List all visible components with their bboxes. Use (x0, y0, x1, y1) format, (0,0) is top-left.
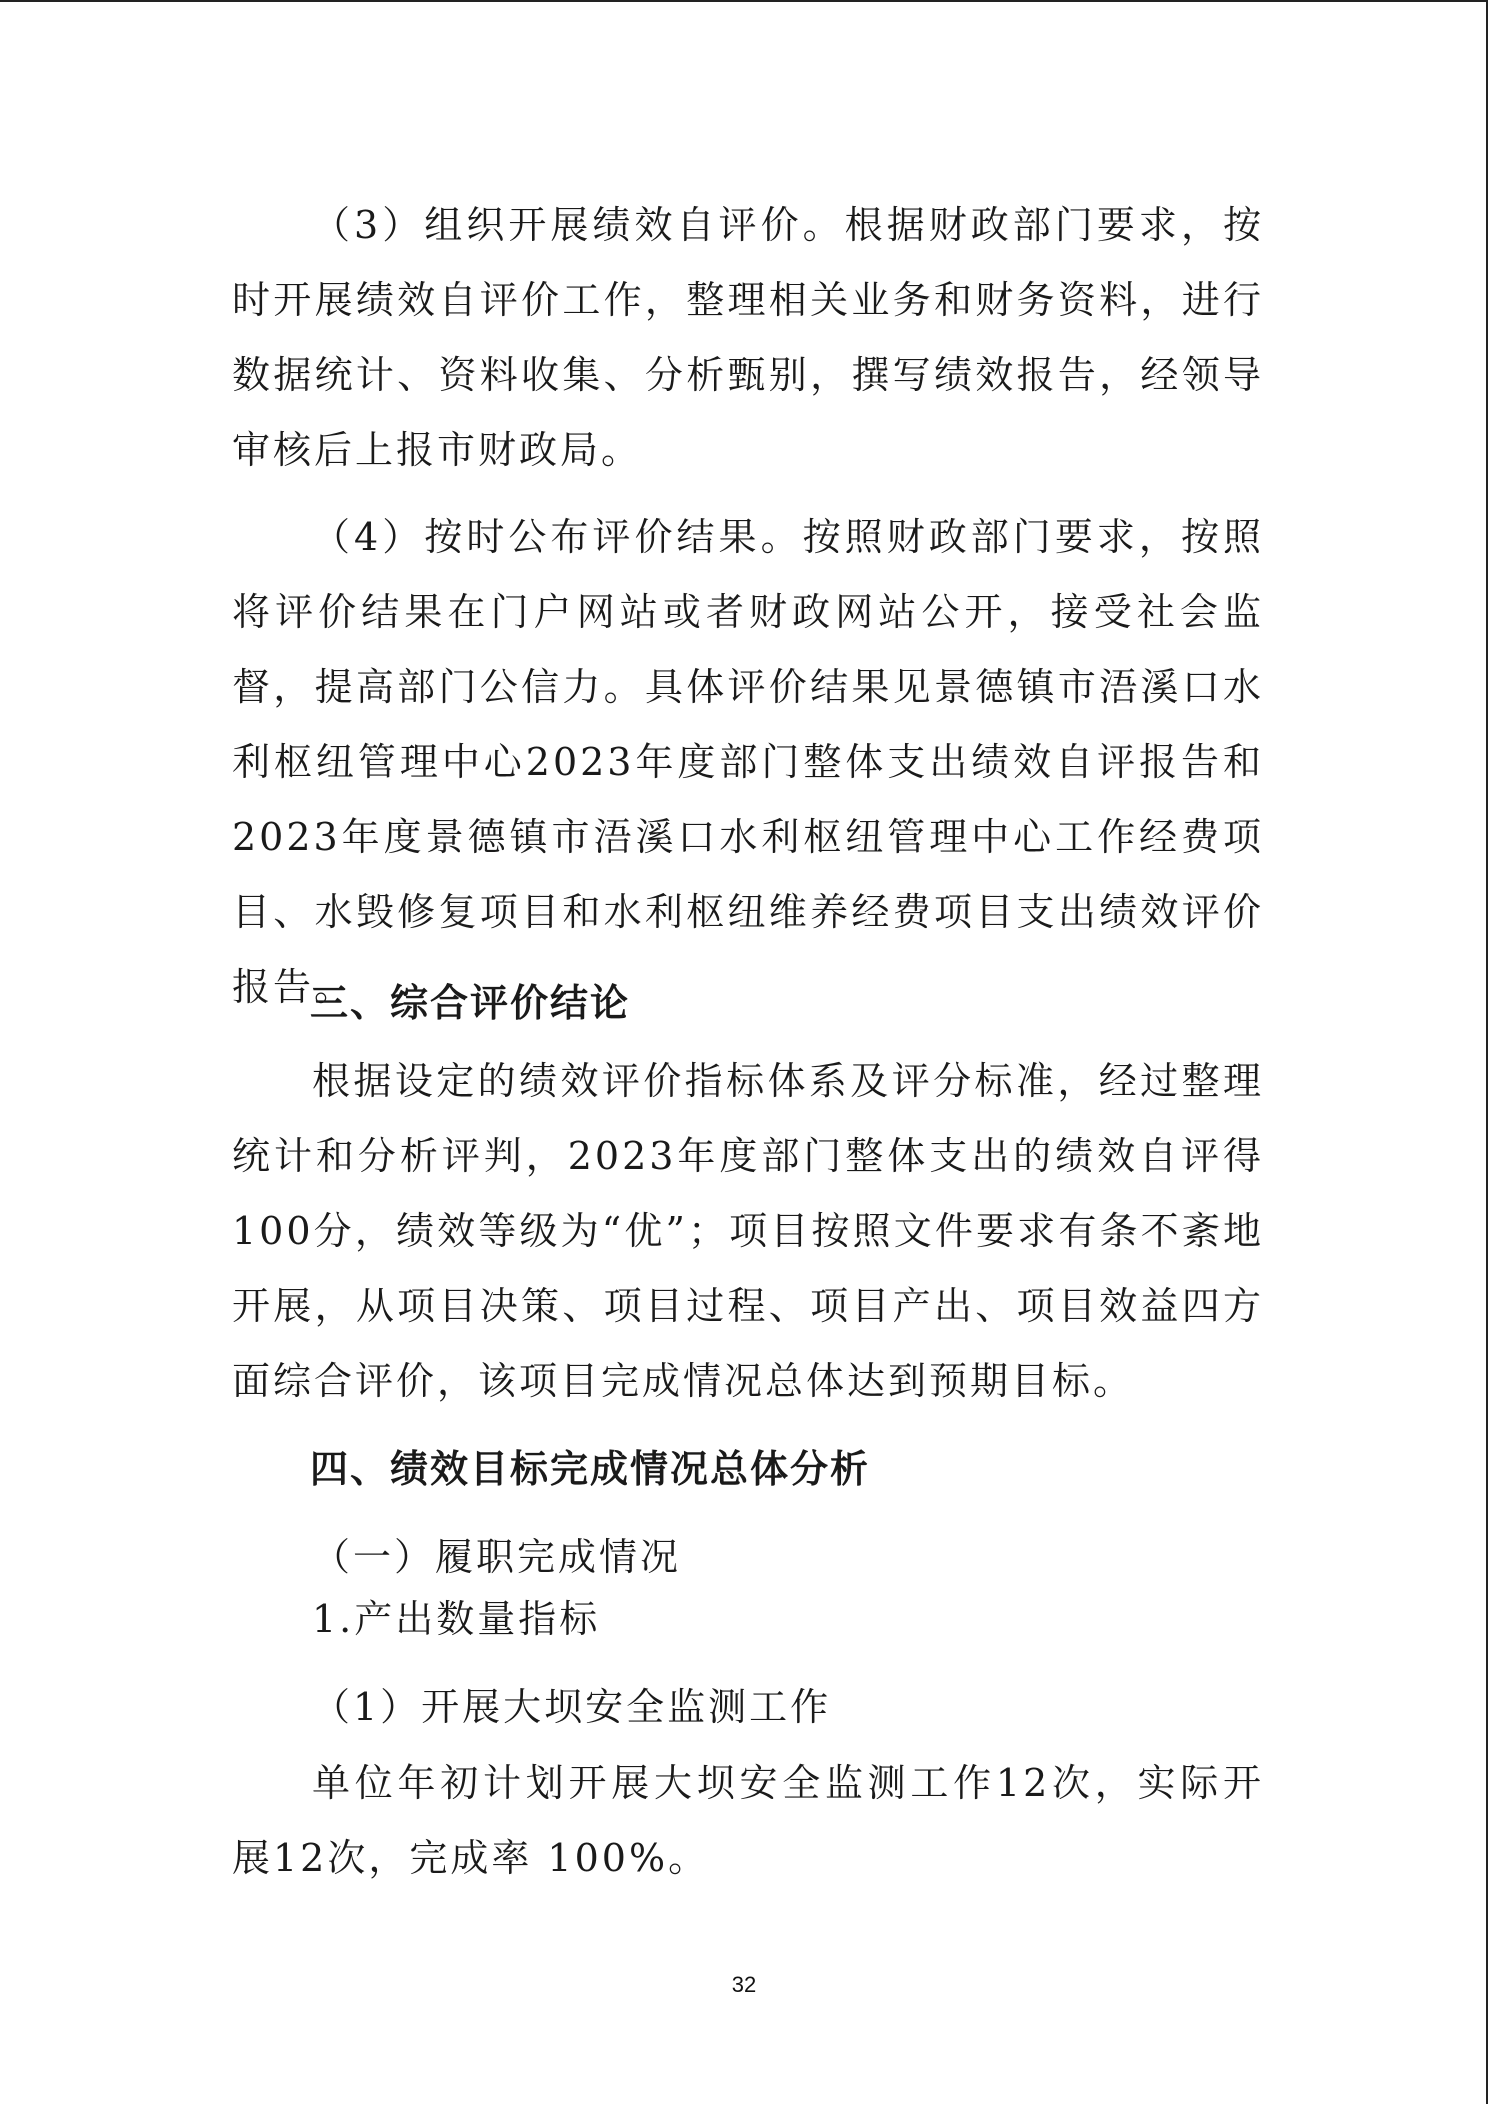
subheading-duty-completion: （一）履职完成情况 (312, 1535, 682, 1579)
paragraph-self-evaluation: （3）组织开展绩效自评价。根据财政部门要求，按时开展绩效自评价工作，整理相关业务和财务资料，进行数据统计、资料收集、分析甄别，撰写绩效报告，经领导审核后上报市财政局。 (232, 203, 1264, 472)
page-number: 32 (731, 1972, 757, 1997)
section-heading-target-analysis: 四、绩效目标完成情况总体分析 (310, 1447, 871, 1491)
paragraph-dam-monitoring: 单位年初计划开展大坝安全监测工作12次，实际开展12次，完成率 100%。 (232, 1761, 1264, 1880)
subheading-output-quantity: 1.产出数量指标 (312, 1597, 601, 1641)
paragraph-conclusion: 根据设定的绩效评价指标体系及评分标准，经过整理统计和分析评判，2023年度部门整体支出的绩效自评得100分，绩效等级为“优”；项目按照文件要求有条不紊地开展，从项目决策、项目过程、项目产出、项目效益四方面综合评价，该项目完成情况总体达到预期目标。 (232, 1059, 1264, 1403)
paragraph-publish-results: （4）按时公布评价结果。按照财政部门要求，按照将评价结果在门户网站或者财政网站公开，接受社会监督，提高部门公信力。具体评价结果见景德镇市浯溪口水利枢纽管理中心2023年度部门整体支出绩效自评报告和2023年度景德镇市浯溪口水利枢纽管理中心工作经费项目、水毁修复项目和水利枢纽维养经费项目支出绩效评价报告。 (232, 515, 1264, 1009)
page-top-border (0, 0, 1488, 2)
section-heading-conclusion: 三、综合评价结论 (310, 981, 631, 1025)
subheading-dam-monitoring: （1）开展大坝安全监测工作 (312, 1685, 832, 1729)
